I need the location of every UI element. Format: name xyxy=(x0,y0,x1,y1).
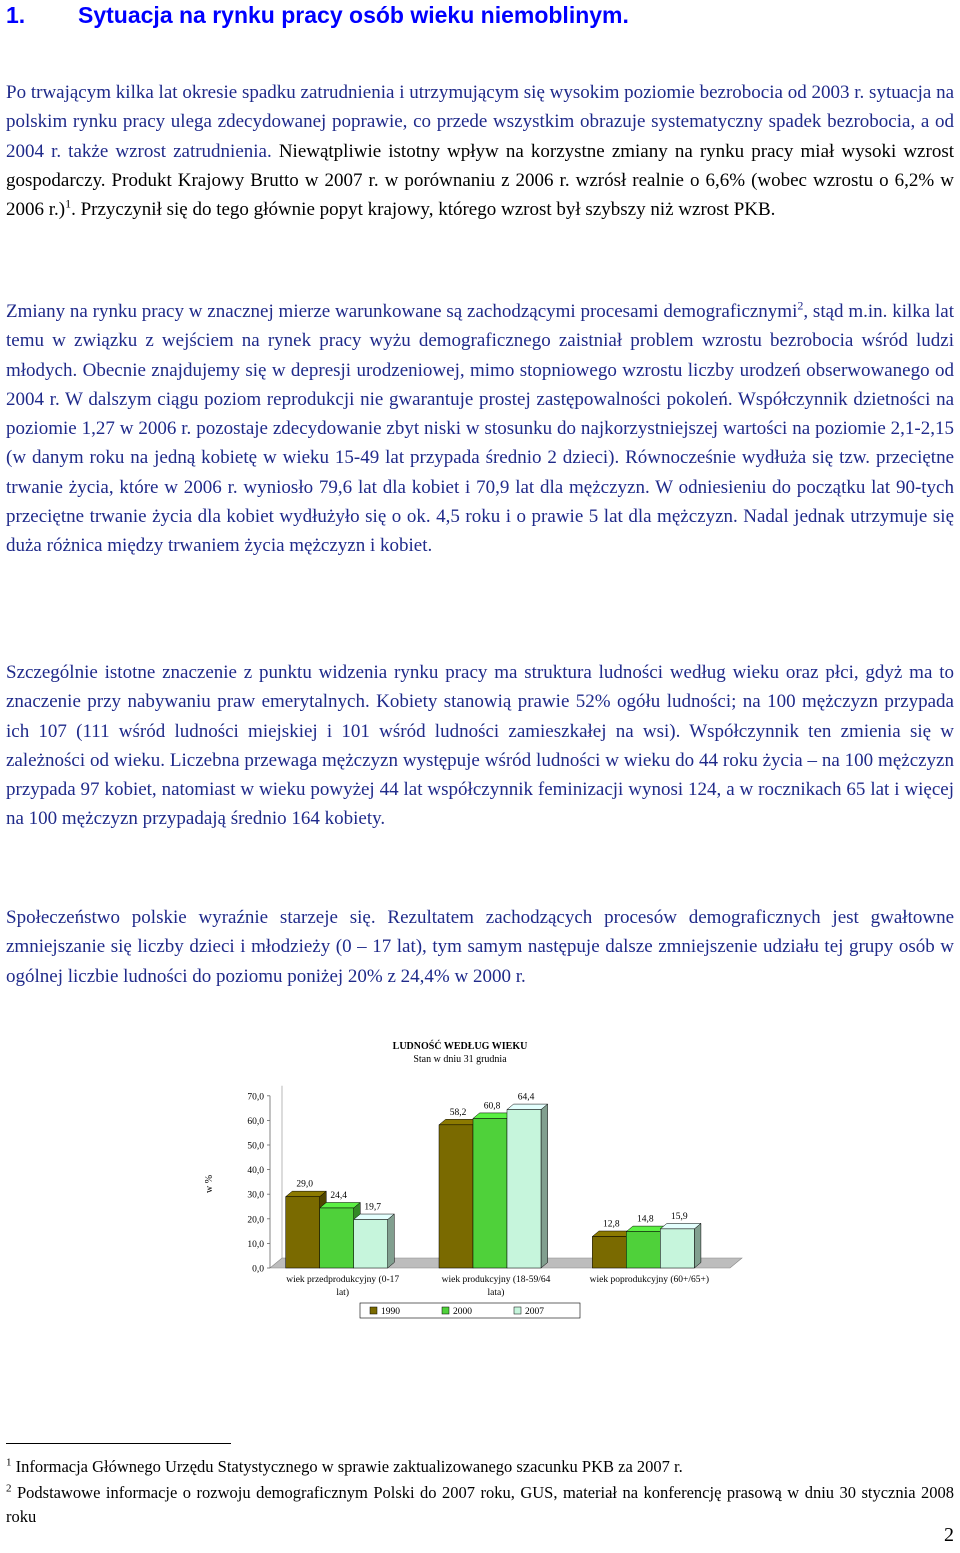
paragraph-labour-market xyxy=(6,78,954,224)
page-number: 2 xyxy=(944,1524,954,1546)
category-label: wiek przedprodukcyjny (0-17 xyxy=(286,1275,400,1285)
footnote-mark: 2 xyxy=(6,1482,12,1495)
paragraph-text: Po trwającym kilka lat okresie spadku zatrudnienia i utrzymującym się wysokim poziomie bezrobocia od 2003 r. sytuacja na polskim rynku pracy ulega zdecydowanej poprawie, co przede wszystkim obrazuje systematyczny spadek bezrobocia, a od 2004 r. także wzrost zatrudnienia. xyxy=(6,82,954,162)
footnote-divider xyxy=(6,1443,231,1444)
footnote-ref-2[interactable]: 2 xyxy=(797,298,804,313)
data-label: 64,4 xyxy=(517,1092,535,1103)
y-tick-label: 10,0 xyxy=(247,1239,264,1250)
footnote-text: Informacja Głównego Urzędu Statystycznego w sprawie zaktualizowanego szacunku PKB za 2007 r. xyxy=(15,1457,683,1476)
footnote-text: Podstawowe informacje o rozwoju demograficznym Polski do 2007 roku, GUS, materiał na konferencję prasową w dniu 30 stycznia 2008 roku xyxy=(6,1483,955,1526)
footnote-1 xyxy=(6,1455,954,1479)
y-tick-label: 70,0 xyxy=(247,1092,264,1103)
legend-swatch xyxy=(514,1307,521,1314)
legend-swatch xyxy=(442,1307,449,1314)
paragraph-ageing: Społeczeństwo polskie wyraźnie starzeje się. Rezultatem zachodzących procesów demograficznych jest gwałtowne zmniejszanie się liczby dzieci i młodzieży (0 – 17 lat), tym samym następuje dalsze zmniejszenie udziału tej grupy osób w ogólnej liczbie ludności do poziomu poniżej 20% z 24,4% w 2000 r. xyxy=(6,907,954,987)
paragraph-text: . Przyczynił się do tego głównie popyt krajowy, którego wzrost był szybszy niż wzrost PKB. xyxy=(71,199,776,221)
paragraph-text: , stąd m.in. kilka lat temu w związku z wejściem na rynek pracy wyżu demograficznego zaistniał problem wzrostu bezrobocia wśród ludzi młodych. Obecnie znajdujemy się w depresji urodzeniowej, mimo stopniowego wzrostu liczby urodzeń obserwowanego od 2004 r. W dalszym ciągu poziom reprodukcji nie gwarantuje prostej zastępowalności pokoleń. Współczynnik dzietności na poziomie 1,27 w 2006 r. pozostaje zdecydowanie zbyt niski w stosunku do najkorzystniejszej wartości na poziomie 2,1-2,15 (w danym roku na jedną kobietę w wieku 15-49 lat przypada średnio 2 dzieci). Równocześnie wydłuża się tzw. przeciętne trwanie życia, które w 2006 r. wyniosło 79,6 lat dla kobiet i 70,9 lat dla mężczyzn. W odniesieniu do początku lat 90-tych przeciętne trwanie życia dla kobiet wydłużyło się o ok. 4,5 roku i o prawie 5 lat dla mężczyzn. Nadal jednak utrzymuje się duża różnica między trwaniem życia mężczyzn i kobiet. xyxy=(6,301,954,557)
data-label: 29,0 xyxy=(296,1179,313,1190)
data-label: 58,2 xyxy=(449,1107,467,1118)
footnote-mark: 1 xyxy=(6,1456,12,1469)
paragraph-population-structure: Szczególnie istotne znaczenie z punktu widzenia rynku pracy ma struktura ludności według wieku oraz płci, gdyż ma to znaczenie przy nabywaniu praw emerytalnych. Kobiety stanowią prawie 52% ogółu ludności; na 100 mężczyzn przypada ich 107 (111 wśród ludności miejskiej i 101 wśród ludności zamieszkałej na wsi). Współczynnik ten zmienia się w zależności od wieku. Liczebna przewaga mężczyzn występuje wśród ludności w wieku do 44 roku życia – na 100 mężczyzn przypada 97 kobiet, natomiast w wieku powyżej 44 lat współczynnik feminizacji wynosi 124, a w rocznikach 65 lat i więcej na 100 mężczyzn przypadają średnio 164 kobiety. xyxy=(6,662,954,830)
category-label: wiek poprodukcyjny (60+/65+) xyxy=(589,1275,710,1285)
y-tick-label: 0,0 xyxy=(252,1264,264,1275)
legend-label: 2007 xyxy=(525,1307,544,1317)
legend-label: 2000 xyxy=(453,1307,472,1317)
section-heading xyxy=(6,2,629,29)
legend-label: 1990 xyxy=(381,1307,400,1317)
legend-swatch xyxy=(370,1307,377,1314)
section-number: 1. xyxy=(6,2,26,28)
bar-2007-3 xyxy=(660,1223,701,1268)
plot-area xyxy=(247,1086,742,1298)
population-by-age-chart xyxy=(190,1036,750,1326)
chart-subtitle: Stan w dniu 31 grudnia xyxy=(413,1054,507,1065)
footnote-2 xyxy=(6,1481,954,1529)
section-title: Sytuacja na rynku pracy osób wieku niemoblinym. xyxy=(78,2,629,28)
data-label: 24,4 xyxy=(330,1190,347,1201)
data-label: 60,8 xyxy=(483,1101,501,1112)
footnote-ref-1[interactable]: 1 xyxy=(65,196,72,211)
y-tick-label: 50,0 xyxy=(247,1141,264,1152)
category-label: wiek produkcyjny (18-59/64 xyxy=(441,1275,551,1285)
data-label: 15,9 xyxy=(671,1211,688,1222)
bar-2007-1 xyxy=(354,1214,395,1268)
paragraph-demography xyxy=(6,297,954,561)
chart-title: LUDNOŚĆ WEDŁUG WIEKU xyxy=(392,1041,528,1052)
y-tick-label: 30,0 xyxy=(247,1190,264,1201)
y-tick-label: 40,0 xyxy=(247,1166,264,1177)
data-label: 14,8 xyxy=(637,1214,654,1225)
y-axis-label: w % xyxy=(204,1174,215,1194)
y-tick-label: 20,0 xyxy=(247,1215,264,1226)
category-label: lat) xyxy=(336,1288,350,1298)
category-label: lata) xyxy=(487,1288,505,1298)
y-tick-label: 60,0 xyxy=(247,1116,264,1127)
data-label: 12,8 xyxy=(603,1219,620,1230)
bar-2007-2 xyxy=(507,1104,548,1268)
chart-legend xyxy=(360,1303,580,1318)
data-label: 19,7 xyxy=(364,1202,381,1213)
paragraph-text: Niewątpliwie istotny wpływ na korzystne zmiany na rynku pracy miał wysoki wzrost gospodarczy. Produkt Krajowy Brutto w 2007 r. w porównaniu z 2006 r. wzrósł realnie o 6,6% (wobec wzrostu o 6,2% w 2006 r.) xyxy=(6,140,954,221)
paragraph-text: Zmiany na rynku pracy w znacznej mierze warunkowane są zachodzącymi procesami demograficznymi xyxy=(6,301,798,322)
